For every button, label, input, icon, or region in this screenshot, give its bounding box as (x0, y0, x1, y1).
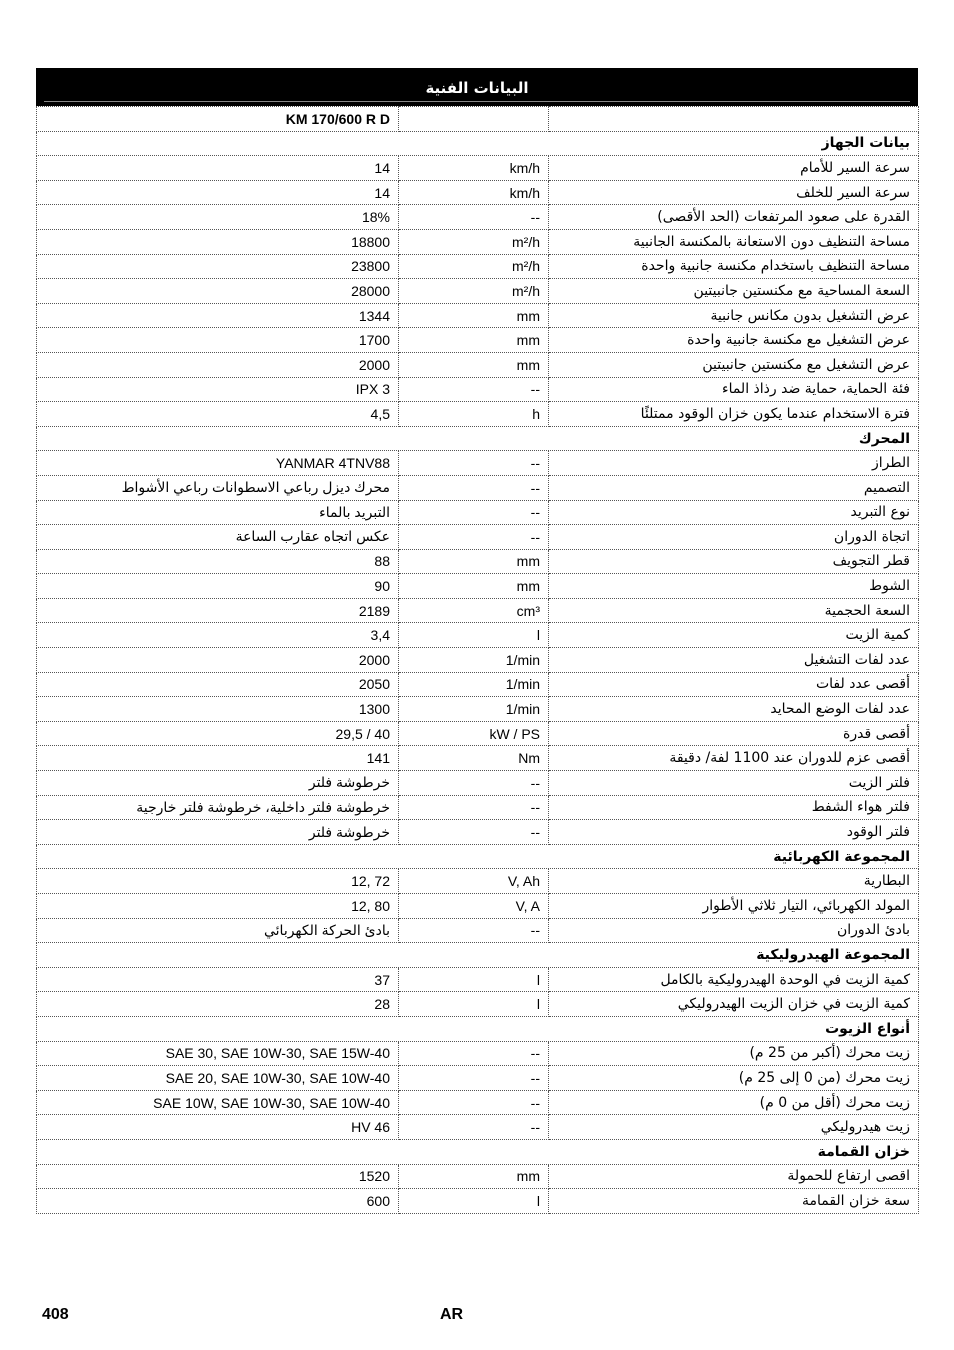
spec-unit: mm (399, 549, 549, 574)
spec-row (37, 967, 919, 992)
spec-row (37, 1115, 919, 1140)
spec-unit: V, Ah (399, 869, 549, 894)
spec-value: 1520 (37, 1164, 399, 1189)
spec-row (37, 254, 919, 279)
spec-row (37, 697, 919, 722)
spec-value: محرك ديزل رباعي الاسطوانات رباعي الأشواط (37, 475, 399, 500)
spec-unit: m²/h (399, 229, 549, 254)
spec-unit: 1/min (399, 672, 549, 697)
spec-unit: km/h (399, 156, 549, 181)
spec-value: خرطوشة فلتر (37, 820, 399, 845)
spec-row (37, 869, 919, 894)
spec-unit: l (399, 1189, 549, 1214)
spec-unit: l (399, 967, 549, 992)
spec-value: 2000 (37, 648, 399, 673)
spec-label: أقصى قدرة (549, 721, 919, 746)
spec-unit: -- (399, 451, 549, 476)
spec-row (37, 771, 919, 796)
spec-unit: cm³ (399, 598, 549, 623)
spec-unit: mm (399, 352, 549, 377)
spec-row (37, 721, 919, 746)
spec-unit: m²/h (399, 254, 549, 279)
spec-label: فلتر الوقود (549, 820, 919, 845)
section-header-row (37, 1016, 919, 1041)
spec-label: عرض التشغيل مع مكنستين جانبيتين (549, 352, 919, 377)
spec-unit: m²/h (399, 279, 549, 304)
spec-unit: -- (399, 1066, 549, 1091)
spec-value: 600 (37, 1189, 399, 1214)
spec-label: نوع التبريد (549, 500, 919, 525)
spec-value: 88 (37, 549, 399, 574)
spec-row (37, 229, 919, 254)
spec-value: 1700 (37, 328, 399, 353)
spec-unit: l (399, 623, 549, 648)
spec-row (37, 377, 919, 402)
spec-value: 14 (37, 156, 399, 181)
spec-value: 141 (37, 746, 399, 771)
spec-row (37, 648, 919, 673)
spec-unit: -- (399, 500, 549, 525)
spec-unit: -- (399, 771, 549, 796)
spec-unit: -- (399, 1041, 549, 1066)
section-header-row (37, 844, 919, 869)
spec-value: 12, 80 (37, 894, 399, 919)
spec-value: عكس اتجاه عقارب الساعة (37, 525, 399, 550)
spec-label: بادئ الدوران (549, 918, 919, 943)
spec-label: عرض التشغيل مع مكنسة جانبية واحدة (549, 328, 919, 353)
spec-label: فئة الحماية، حماية ضد رذاذ الماء (549, 377, 919, 402)
spec-value: 28 (37, 992, 399, 1017)
spec-row (37, 1164, 919, 1189)
spec-label: الشوط (549, 574, 919, 599)
spec-row (37, 1090, 919, 1115)
spec-unit: mm (399, 574, 549, 599)
spec-label: فلتر الزيت (549, 771, 919, 796)
spec-row (37, 525, 919, 550)
spec-row (37, 279, 919, 304)
spec-value: YANMAR 4TNV88 (37, 451, 399, 476)
spec-label: اقصى ارتفاع للحمولة (549, 1164, 919, 1189)
spec-label: الطراز (549, 451, 919, 476)
spec-unit: kW / PS (399, 721, 549, 746)
spec-label: فلتر هواء الشفط (549, 795, 919, 820)
spec-label: البطارية (549, 869, 919, 894)
spec-row (37, 795, 919, 820)
spec-value: 29,5 / 40 (37, 721, 399, 746)
spec-row (37, 918, 919, 943)
spec-value: 12, 72 (37, 869, 399, 894)
spec-value: SAE 30, SAE 10W-30, SAE 15W-40 (37, 1041, 399, 1066)
spec-label: أقصى عدد لفات (549, 672, 919, 697)
spec-row (37, 303, 919, 328)
section-header-row (37, 131, 919, 156)
spec-row (37, 1066, 919, 1091)
spec-row (37, 451, 919, 476)
spec-label: قطر التجويف (549, 549, 919, 574)
model-row (37, 107, 919, 132)
spec-label: فترة الاستخدام عندما يكون خزان الوقود ممتلئًا (549, 402, 919, 427)
spec-label: اتجاة الدوران (549, 525, 919, 550)
spec-label: زيت هيدروليكي (549, 1115, 919, 1140)
spec-value: 1344 (37, 303, 399, 328)
spec-value: 18% (37, 205, 399, 230)
spec-unit: -- (399, 918, 549, 943)
spec-unit: -- (399, 475, 549, 500)
spec-value: 2050 (37, 672, 399, 697)
spec-unit: Nm (399, 746, 549, 771)
spec-label: مساحة التنظيف دون الاستعانة بالمكنسة الجانبية (549, 229, 919, 254)
spec-label: القدرة على صعود المرتفعات (الحد الأقصى) (549, 205, 919, 230)
spec-table (36, 106, 919, 1214)
spec-value: 28000 (37, 279, 399, 304)
spec-row (37, 180, 919, 205)
spec-unit: -- (399, 525, 549, 550)
spec-label: سرعة السير للخلف (549, 180, 919, 205)
spec-value: 90 (37, 574, 399, 599)
model-name: KM 170/600 R D (37, 107, 399, 132)
section-heading: المجموعة الكهربائية (37, 844, 919, 869)
spec-value: IPX 3 (37, 377, 399, 402)
spec-unit: h (399, 402, 549, 427)
section-heading: خزان القمامة (37, 1139, 919, 1164)
section-header-row (37, 426, 919, 451)
spec-value: 2000 (37, 352, 399, 377)
spec-row (37, 574, 919, 599)
spec-unit: mm (399, 328, 549, 353)
spec-unit: -- (399, 820, 549, 845)
title-underline (44, 101, 910, 102)
spec-unit: mm (399, 303, 549, 328)
spec-row (37, 598, 919, 623)
spec-value: 14 (37, 180, 399, 205)
spec-label: السعة الحجمية (549, 598, 919, 623)
spec-label: كمية الزيت في الوحدة الهيدروليكية بالكامل (549, 967, 919, 992)
spec-value: 2189 (37, 598, 399, 623)
spec-value: 3,4 (37, 623, 399, 648)
table-title: البيانات الفنية (425, 79, 529, 97)
spec-row (37, 820, 919, 845)
spec-label: زيت محرك (أكبر من 25 م) (549, 1041, 919, 1066)
spec-label: سعة خزان القمامة (549, 1189, 919, 1214)
spec-value: SAE 10W, SAE 10W-30, SAE 10W-40 (37, 1090, 399, 1115)
section-header-row (37, 943, 919, 968)
section-heading: المحرك (37, 426, 919, 451)
spec-label: عدد لفات التشغيل (549, 648, 919, 673)
spec-row (37, 746, 919, 771)
spec-label: المولد الكهربائي، التيار ثلاثي الأطوار (549, 894, 919, 919)
spec-row (37, 500, 919, 525)
spec-label: عدد لفات الوضع المحايد (549, 697, 919, 722)
spec-label: زيت محرك (من 0 إلى 25 م) (549, 1066, 919, 1091)
section-heading: بيانات الجهاز (37, 131, 919, 156)
spec-row (37, 672, 919, 697)
spec-row (37, 623, 919, 648)
language-code: AR (440, 1306, 464, 1323)
spec-row (37, 328, 919, 353)
model-unit-empty (399, 107, 549, 132)
spec-label: أقصى عزم للدوران عند 1100 لفة/ دقيقة (549, 746, 919, 771)
spec-value: 4,5 (37, 402, 399, 427)
spec-row (37, 475, 919, 500)
spec-table-wrapper (36, 68, 918, 1214)
spec-unit: -- (399, 377, 549, 402)
spec-row (37, 205, 919, 230)
spec-label: التصميم (549, 475, 919, 500)
page-number: 408 (42, 1306, 69, 1323)
spec-unit: -- (399, 795, 549, 820)
spec-row (37, 894, 919, 919)
spec-value: 1300 (37, 697, 399, 722)
spec-label: عرض التشغيل بدون مكانس جانبية (549, 303, 919, 328)
spec-value: بادئ الحركة الكهربائي (37, 918, 399, 943)
spec-label: زيت محرك (أقل من 0 م) (549, 1090, 919, 1115)
spec-value: خرطوشة فلتر (37, 771, 399, 796)
spec-value: خرطوشة فلتر داخلية، خرطوشة فلتر خارجية (37, 795, 399, 820)
spec-row (37, 156, 919, 181)
spec-row (37, 549, 919, 574)
section-heading: أنواع الزيوت (37, 1016, 919, 1041)
spec-unit: -- (399, 1115, 549, 1140)
spec-row (37, 402, 919, 427)
spec-row (37, 1189, 919, 1214)
spec-label: مساحة التنظيف باستخدام مكنسة جانبية واحدة (549, 254, 919, 279)
spec-label: كمية الزيت (549, 623, 919, 648)
spec-label: السعة المساحية مع مكنستين جانبيتين (549, 279, 919, 304)
model-label-empty (549, 107, 919, 132)
spec-label: كمية الزيت في خزان الزيت الهيدروليكي (549, 992, 919, 1017)
section-heading: المجموعة الهيدروليكية (37, 943, 919, 968)
section-header-row (37, 1139, 919, 1164)
spec-unit: V, A (399, 894, 549, 919)
spec-label: سرعة السير للأمام (549, 156, 919, 181)
spec-unit: -- (399, 1090, 549, 1115)
spec-row (37, 992, 919, 1017)
spec-row (37, 352, 919, 377)
spec-unit: 1/min (399, 697, 549, 722)
spec-value: 18800 (37, 229, 399, 254)
spec-unit: mm (399, 1164, 549, 1189)
spec-unit: 1/min (399, 648, 549, 673)
spec-value: 37 (37, 967, 399, 992)
table-title-bar (36, 68, 918, 106)
spec-value: HV 46 (37, 1115, 399, 1140)
spec-unit: km/h (399, 180, 549, 205)
spec-unit: l (399, 992, 549, 1017)
spec-value: SAE 20, SAE 10W-30, SAE 10W-40 (37, 1066, 399, 1091)
spec-unit: -- (399, 205, 549, 230)
spec-row (37, 1041, 919, 1066)
spec-value: التبريد بالماء (37, 500, 399, 525)
spec-value: 23800 (37, 254, 399, 279)
